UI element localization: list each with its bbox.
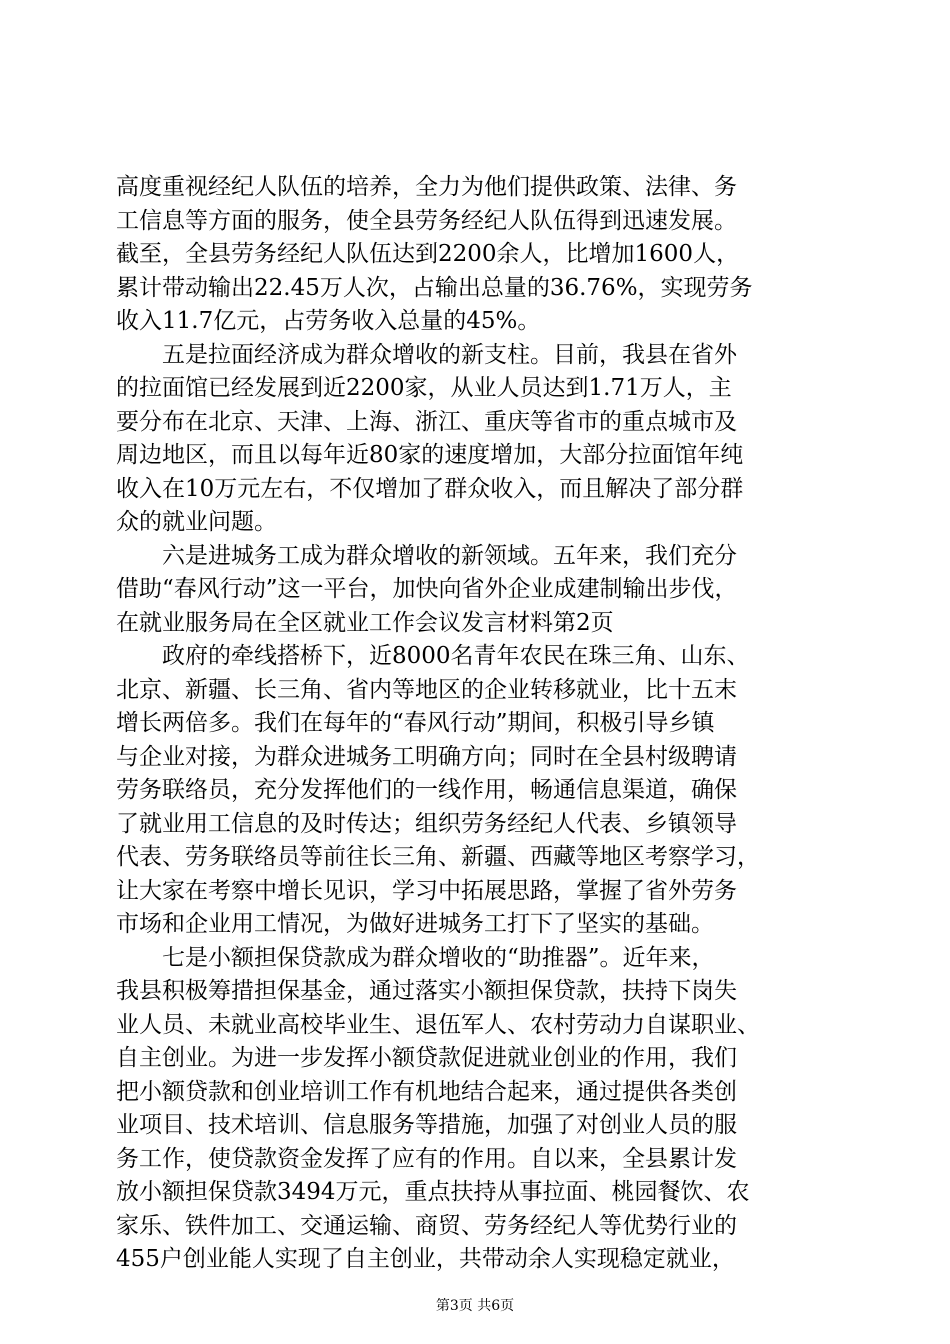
- document-body: [116, 171, 846, 1277]
- text-line: 代表、劳务联络员等前往长三角、新疆、西藏等地区考察学习，: [116, 844, 760, 870]
- text-line: 务工作，使贷款资金发挥了应有的作用。自以来，全县累计发: [116, 1145, 737, 1172]
- text-line: 了就业用工信息的及时传达；组织劳务经纪人代表、乡镇领导: [116, 810, 737, 837]
- text-line: 把小额贷款和创业培训工作有机地结合起来，通过提供各类创: [116, 1078, 737, 1105]
- text-line: 业项目、技术培训、信息服务等措施，加强了对创业人员的服: [116, 1112, 737, 1138]
- text-line: 众的就业问题。: [116, 509, 277, 535]
- text-line: 周边地区，而且以每年近80家的速度增加，大部分拉面馆年纯: [116, 442, 744, 468]
- text-line: 收入11.7亿元，占劳务收入总量的45%。: [116, 308, 541, 334]
- text-line: 家乐、铁件加工、交通运输、商贸、劳务经纪人等优势行业的: [116, 1212, 737, 1239]
- text-line: 我县积极筹措担保基金，通过落实小额担保贷款，扶持下岗失: [116, 978, 737, 1004]
- text-line: 高度重视经纪人队伍的培养，全力为他们提供政策、法律、务: [116, 174, 737, 200]
- text-line: 六是进城务工成为群众增收的新领域。五年来，我们充分: [162, 542, 737, 569]
- text-line: 北京、新疆、长三角、省内等地区的企业转移就业，比十五末: [116, 676, 737, 703]
- text-line: 政府的牵线搭桥下，近8000名青年农民在珠三角、山东、: [162, 643, 750, 669]
- text-line: 借助“春风行动”这一平台，加快向省外企业成建制输出步伐，: [116, 576, 738, 602]
- text-line: 工信息等方面的服务，使全县劳务经纪人队伍得到迅速发展。: [116, 207, 737, 234]
- text-line: 在就业服务局在全区就业工作会议发言材料第2页: [116, 609, 614, 636]
- text-line: 业人员、未就业高校毕业生、退伍军人、农村劳动力自谋职业、: [116, 1011, 760, 1038]
- text-line: 的拉面馆已经发展到近2200家，从业人员达到1.71万人，主: [116, 375, 732, 401]
- text-line: 市场和企业用工情况，为做好进城务工打下了坚实的基础。: [116, 911, 714, 937]
- text-line: 要分布在北京、天津、上海、浙江、重庆等省市的重点城市及: [116, 408, 737, 435]
- text-line: 五是拉面经济成为群众增收的新支柱。目前，我县在省外: [162, 341, 737, 368]
- text-line: 增长两倍多。我们在每年的“春风行动”期间，积极引导乡镇: [116, 710, 715, 736]
- text-line: 455户创业能人实现了自主创业，共带动余人实现稳定就业，: [116, 1246, 735, 1272]
- text-line: 截至，全县劳务经纪人队伍达到2200余人，比增加1600人，: [116, 241, 740, 267]
- text-line: 与企业对接，为群众进城务工明确方向；同时在全县村级聘请: [116, 743, 737, 770]
- text-line: 七是小额担保贷款成为群众增收的“助推器”。近年来，: [162, 944, 715, 971]
- text-line: 放小额担保贷款3494万元，重点扶持从事拉面、桃园餐饮、农: [116, 1179, 750, 1205]
- text-line: 收入在10万元左右，不仅增加了群众收入，而且解决了部分群: [116, 475, 744, 502]
- text-line: 让大家在考察中增长见识，学习中拓展思路，掌握了省外劳务: [116, 877, 737, 904]
- text-line: 自主创业。为进一步发挥小额贷款促进就业创业的作用，我们: [116, 1045, 737, 1071]
- text-line: 累计带动输出22.45万人次，占输出总量的36.76%，实现劳务: [116, 274, 753, 301]
- text-line: 劳务联络员，充分发挥他们的一线作用，畅通信息渠道，确保: [116, 777, 737, 803]
- page-footer: 第3页 共6页: [435, 1298, 515, 1314]
